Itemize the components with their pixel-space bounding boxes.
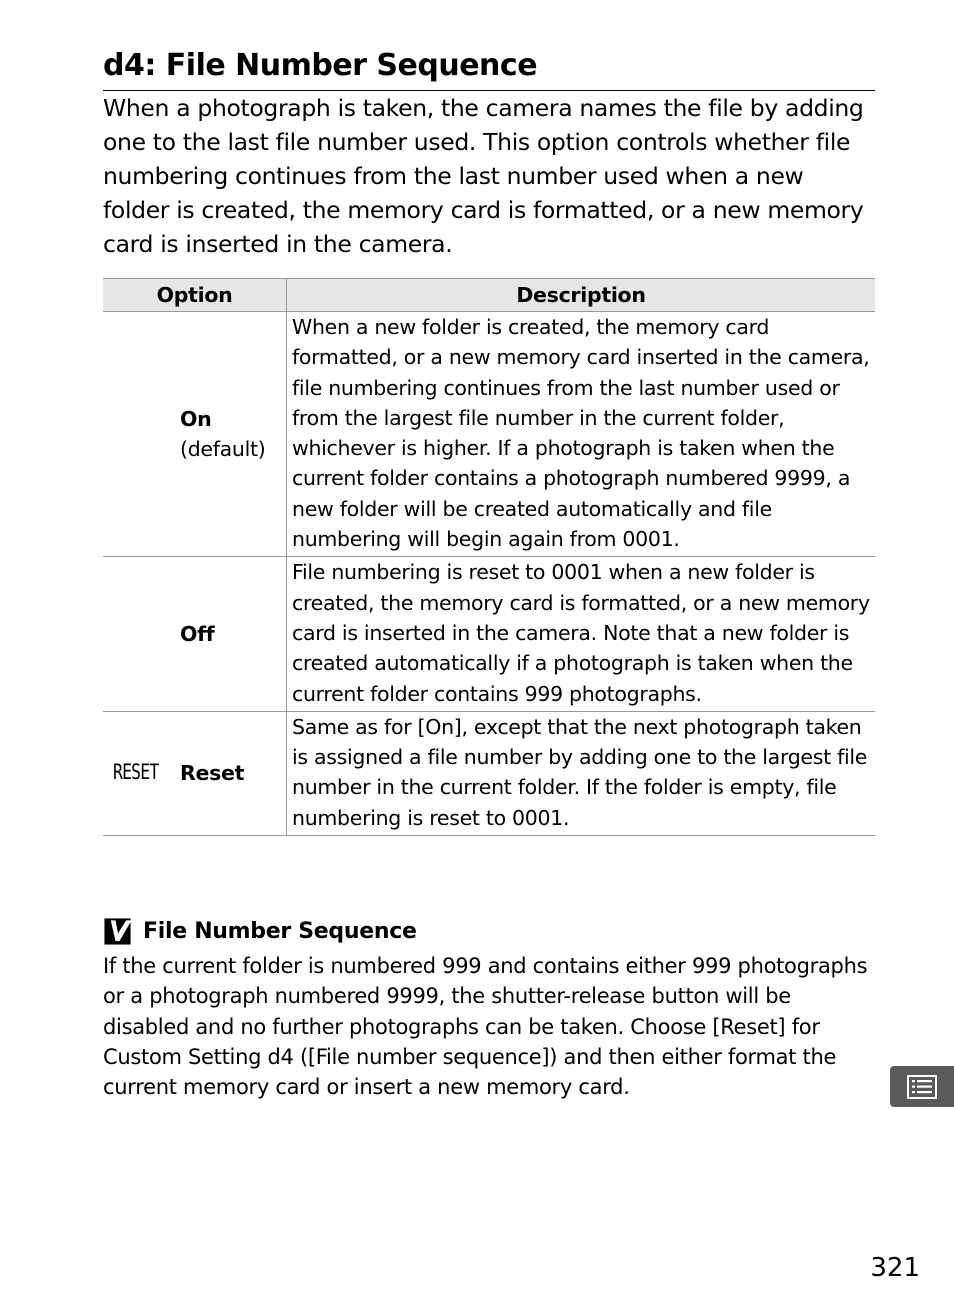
- description-cell: Same as for [On], except that the next photograph taken is assigned a file number by adding one to the largest file number in the current folder. If the folder is empty, file numbering is reset to 0001.: [287, 711, 876, 835]
- option-name: Off: [180, 621, 215, 646]
- description-cell: When a new folder is created, the memory card formatted, or a new memory card inserted in the camera, file numbering continues from the last number used or from the largest file number in the current folder, whichever is higher. If a photograph is taken when the current folder contains a photograph numbered 9999, a new folder will be created automatically and file numbering will begin again from 0001.: [287, 312, 876, 557]
- checkmark-note-icon: [103, 917, 132, 946]
- intro-paragraph: When a photograph is taken, the camera names the file by adding one to the last file number used. This option controls whether file numbering continues from the last number used when a new folder is created, the memory card is formatted, or a new memory card is inserted in the camera.: [103, 94, 864, 258]
- option-cell: [103, 711, 287, 835]
- option-name: Reset: [180, 761, 245, 786]
- note-heading: [103, 914, 417, 948]
- option-name: On: [180, 406, 212, 431]
- table-row-on: [103, 312, 875, 557]
- options-table: [103, 278, 875, 836]
- description-cell: File numbering is reset to 0001 when a new folder is created, the memory card is formatted, or a new memory card is inserted in the camera. Note that a new folder is created automatically if a photograph is taken when the current folder contains 999 photographs.: [287, 557, 876, 711]
- page-number: 321: [870, 1253, 920, 1283]
- page-title: d4: File Number Sequence: [103, 46, 875, 91]
- table-row-reset: [103, 711, 875, 835]
- option-cell: [103, 312, 287, 557]
- option-cell: [103, 557, 287, 711]
- column-header-option: Option: [103, 279, 287, 312]
- table-row-off: [103, 557, 875, 711]
- custom-settings-tab[interactable]: [890, 1066, 954, 1107]
- reset-icon: RESET: [113, 760, 159, 785]
- option-default-label: (default): [180, 437, 266, 462]
- note-title: File Number Sequence: [143, 918, 417, 944]
- column-header-description: Description: [287, 279, 876, 312]
- menu-list-icon: [907, 1075, 937, 1099]
- note-body: If the current folder is numbered 999 and contains either 999 photographs or a photograph numbered 9999, the shutter-release button will be disabled and no further photographs can be taken. Choose [Reset] for Custom Setting d4 ([File number sequence]) and then either format the current memory card or insert a new memory card.: [103, 954, 868, 1100]
- table-header-row: [103, 279, 875, 312]
